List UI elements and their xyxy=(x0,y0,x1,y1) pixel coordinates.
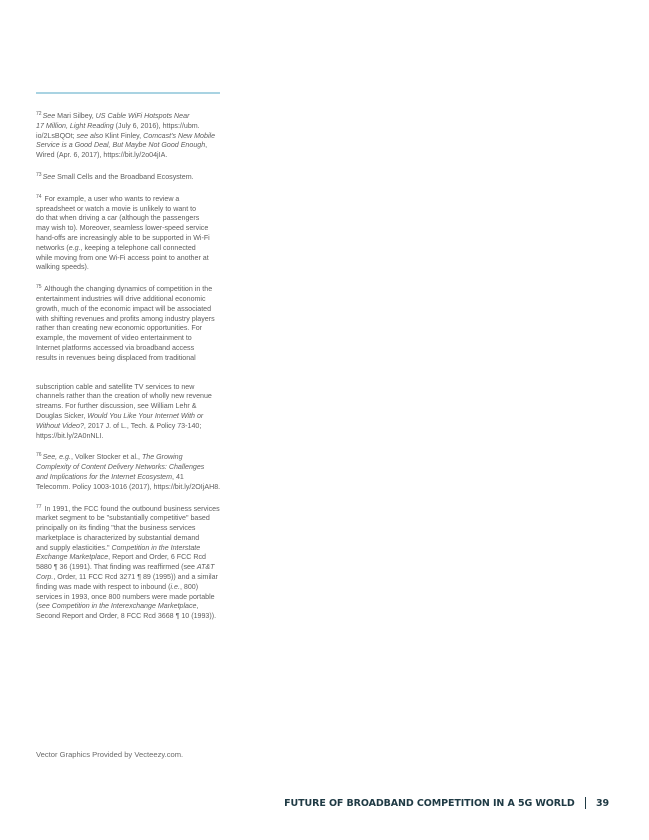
footnote-italic-text: see also xyxy=(76,131,104,140)
footnote-italic-text: AT&T Corp. xyxy=(36,563,215,582)
footnote-number: 72 xyxy=(36,111,42,117)
footnote xyxy=(36,193,236,273)
page-number: 39 xyxy=(595,797,609,809)
footnote xyxy=(36,503,236,623)
footnote-italic-text: See xyxy=(42,172,56,181)
footnote-text: , keeping a telephone call connected while moving from one Wi-Fi access point to another at walking speeds). xyxy=(36,243,209,272)
footnote-number: 76 xyxy=(36,452,42,459)
footnote-text: , Volker Stocker et al., xyxy=(70,453,142,462)
footnote-italic-text: i.e. xyxy=(170,582,180,591)
footnote-italic-text: The Growing Complexity of Content Delivery Networks: Challenges and Implications for the Internet Ecosystem xyxy=(36,453,205,481)
graphics-credit: Vector Graphics Provided by Vecteezy.com. xyxy=(36,750,184,759)
footnote-text: subscription cable and satellite TV services to new channels rather than the creation of wholly new revenue streams. For further discussion, see William Lehr & Douglas Sicker, xyxy=(36,382,212,420)
section-divider-rule xyxy=(36,92,220,94)
footnote-text: For example, a user who wants to review a spreadsheet or watch a movie is unlikely to want to do that when driving a car (although the passengers may wish to). Moreover, seamless lower-speed service hand-offs are increasingly able to be supported in Wi-Fi networks ( xyxy=(36,194,210,252)
footnote-italic-text: see Competition in the Interexchange Marketplace xyxy=(38,602,197,611)
footnote-text: , Order, 11 FCC Rcd 3271 ¶ 89 (1995)) and a similar finding was made with respect to inbound ( xyxy=(36,573,218,591)
footnote-text: (July 6, 2016), https://ubm. io/2LsBQOt; xyxy=(36,121,200,140)
footnote-italic-text: See xyxy=(42,112,56,120)
footnote-italic-text: Comcast's New Mobile Service is a Good Deal, But Maybe Not Good Enough xyxy=(36,131,216,150)
footnote-text: Although the changing dynamics of competition in the entertainment industries will drive additional economic growth, much of the economic impact will be associated with shifting revenues and profits among industry players rather than creating new economic opportunities. For example, the movement of video entertainment to Internet platforms accessed via broadband access results in revenues being displaced from traditional xyxy=(36,285,215,362)
footer-report-title: FUTURE OF BROADBAND COMPETITION IN A 5G WORLD xyxy=(284,797,575,809)
footnote-text: Klint Finley, xyxy=(103,131,144,140)
footnote-italic-text: Competition in the Interstate Exchange Marketplace xyxy=(36,543,201,562)
footnote-number: 75 xyxy=(36,284,42,291)
footnote xyxy=(36,383,236,442)
footnote-text: , 2017 J. of L., Tech. & Policy 73-140; https://bit.ly/2A0nNLI. xyxy=(36,421,202,440)
footnote-number: 77 xyxy=(36,503,42,510)
footnote-text: , Wired (Apr. 6, 2017), https://bit.ly/2o04jIA. xyxy=(36,141,208,160)
footnote xyxy=(36,283,236,363)
footnotes-column xyxy=(36,110,236,632)
footnote-text: Mari Silbey, xyxy=(55,112,96,120)
footnote-number: 74 xyxy=(36,193,42,200)
footnote-text: Small Cells and the Broadband Ecosystem. xyxy=(55,172,194,181)
footnote-text: , Report and Order, 6 FCC Rcd 5880 ¶ 36 (1991). That finding was reaffirmed (see xyxy=(36,553,206,572)
footnote-text: , 41 Telecomm. Policy 1003-1016 (2017), https://bit.ly/2OIjAH8. xyxy=(36,472,221,491)
footnote-italic-text: e.g. xyxy=(68,243,81,252)
footnote-number: 73 xyxy=(36,171,42,178)
page-footer xyxy=(284,797,609,809)
footnote-italic-text: See, e.g. xyxy=(42,453,71,462)
footer-divider xyxy=(585,797,586,809)
footnote-italic-text: Would You Like Your Internet With or Without Video? xyxy=(36,411,204,430)
footnote-text: , 800) services in 1993, once 800 numbers were made portable ( xyxy=(36,582,215,611)
footnote-text: In 1991, the FCC found the outbound business services market segment to be "substantially competitive" based principally on its finding "that the business services marketplace is characterized by substantial demand and supply elasticities." xyxy=(36,504,220,552)
footnote xyxy=(36,110,236,161)
footnote xyxy=(36,171,236,183)
footnote xyxy=(36,451,236,492)
footnote-text: , Second Report and Order, 8 FCC Rcd 3668 ¶ 10 (1993)). xyxy=(36,602,217,621)
footnote-italic-text: US Cable WiFi Hotspots Near 17 Million, Light Reading xyxy=(36,112,190,130)
